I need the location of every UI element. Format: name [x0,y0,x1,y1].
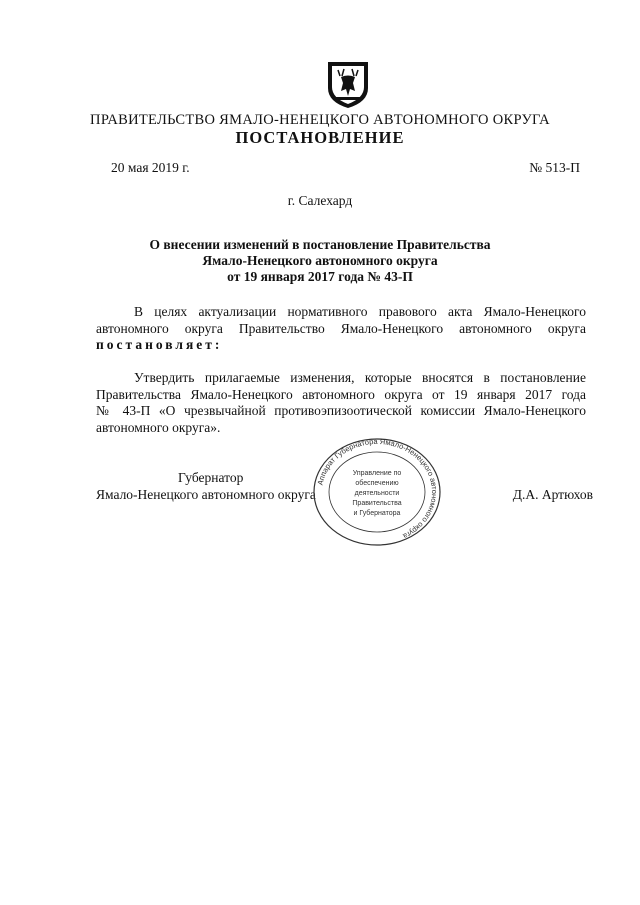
body-line: № 43-П «О чрезвычайной противоэпизоотической комиссии Ямало-Ненецкого [96,403,586,419]
document-date: 20 мая 2019 г. [111,160,190,175]
body-line: Правительства Ямало-Ненецкого автономного округа от 19 января 2017 года [96,386,586,402]
decree-word: постановляет: [96,337,223,353]
signatory-region: Ямало-Ненецкого автономного округа [96,487,316,502]
signatory-title: Губернатор [178,470,244,485]
document-number: № 513-П [529,160,580,175]
stamp-line: обеспечению [355,480,399,487]
body-line: автономного округа». [96,419,221,435]
preamble-line: В целях актуализации нормативного правового акта Ямало-Ненецкого [134,304,586,319]
organization-name: ПРАВИТЕЛЬСТВО ЯМАЛО-НЕНЕЦКОГО АВТОНОМНОГО ОКРУГА [90,112,550,128]
stamp-line: деятельности [354,490,400,497]
preamble-paragraph [96,304,586,354]
stamp-line: и Губернатора [353,510,401,517]
stamp-ring-text: Аппарат Губернатора Ямало-Ненецкого автономного округа [315,437,440,541]
coat-of-arms-icon [322,58,374,110]
body-paragraph [96,370,586,436]
title-line: от 19 января 2017 года № 43-П [227,269,413,284]
official-stamp [312,437,442,547]
title-line: О внесении изменений в постановление Правительства [149,237,491,252]
title-line: Ямало-Ненецкого автономного округа [202,253,438,268]
document-city: г. Салехард [287,193,353,208]
preamble-line: автономного округа Правительство Ямало-Ненецкого автономного округа [96,320,586,336]
body-line: Утвердить прилагаемые изменения, которые вносятся в постановление [134,370,586,385]
signatory-name: Д.А. Артюхов [512,487,593,502]
stamp-line: Управление по [352,470,402,477]
document-type: ПОСТАНОВЛЕНИЕ [235,128,405,147]
stamp-line: Правительства [352,500,402,507]
document-title [0,237,640,285]
